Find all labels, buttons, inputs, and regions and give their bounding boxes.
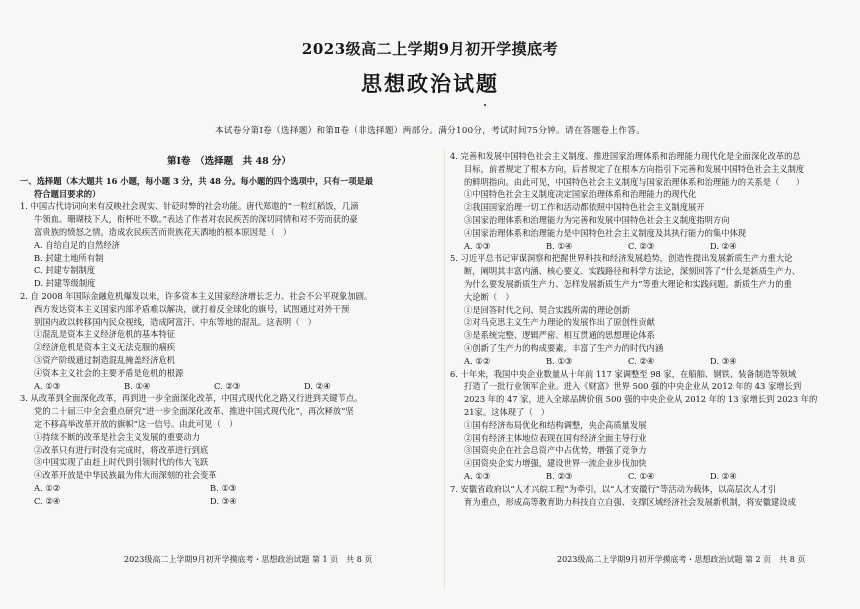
question-3 <box>20 392 438 507</box>
option-c: C. ②③ <box>214 380 241 391</box>
option-b: B. ①④ <box>546 240 573 251</box>
statement: ④国资央企实力增强，建设世界一流企业步伐加快 <box>464 458 647 469</box>
option-a: A. ①③ <box>464 240 491 251</box>
statement: ②经济危机是资本主义无法克服的痼疾 <box>34 342 176 353</box>
question-stem-line: 21家。这体现了（ ） <box>464 406 550 417</box>
section-title: 第Ⅰ卷 （选择题 共 48 分） <box>166 156 292 167</box>
exam-title-line1: 2023级高二上学期9月初开学摸底考 <box>301 40 559 58</box>
option-b: B. ①③ <box>210 482 237 493</box>
question-2 <box>20 290 438 392</box>
question-stem-line: 牛领血。珊瑚枝下人，衔杯吐不歇。”表达了作者对农民疾苦的深切同情和对不劳而获的豪 <box>34 214 358 225</box>
options-row <box>20 380 438 393</box>
options-row <box>450 355 850 368</box>
options-row <box>20 495 438 508</box>
question-7 <box>450 483 850 509</box>
question-stem-line: 的鲜明指向。由此可见，中国特色社会主义制度与国家治理体系和治理能力的关系是（ ） <box>464 176 805 187</box>
statement: ①混乱是资本主义经济危机的基本特征 <box>34 329 176 340</box>
statement: ①国有经济布局优化和结构调整，央企高质量发展 <box>464 419 647 430</box>
option-d: D. 封建等级制度 <box>34 278 96 289</box>
option-d: D. ②④ <box>710 240 737 251</box>
part-intro-line: 一、选择题（本大题共 16 小题，每小题 3 分，共 48 分。每小题的四个选项中，只有一项是最 <box>20 175 374 186</box>
statement: ①持续不断的改革是社会主义发展的重要动力 <box>34 431 200 442</box>
question-stem-line: 3. 从改革到全面深化改革，再到进一步全面深化改革，中国式现代化之路又行进到关键节点。 <box>20 393 363 404</box>
option-a: A. ①③ <box>464 470 491 481</box>
question-stem-line: 1. 中国古代诗词向来有反映社会现实、针砭时弊的社会功能。唐代郑遨的“一粒红稻饭，几滴 <box>20 201 359 212</box>
question-stem-line: 党的二十届三中全会重点研究“进一步全面深化改革、推进中国式现代化”，再次释放“坚 <box>34 406 354 417</box>
statement: ④国家治理体系和治理能力是中国特色社会主义制度及其执行能力的集中体现 <box>464 227 747 238</box>
option-d: D. ②④ <box>304 380 331 391</box>
option-b: B. ②③ <box>546 470 573 481</box>
question-stem-line: 育为重点，形成高等教育助力科技自立自强、支撑区域经济社会发展新机制，将安徽建设成 <box>464 496 796 507</box>
option-c: C. ②④ <box>628 355 655 366</box>
page-fold-line <box>444 150 445 590</box>
option-b: B. ①③ <box>546 355 573 366</box>
option-c: C. 封建专制制度 <box>34 265 96 276</box>
question-stem-line: 别国内政以转移国内民众视线，造成阿富汗、中东等地的混乱。这表明（ ） <box>34 316 317 327</box>
statement: ③是系统完整、逻辑严密、相互贯通的思想理论体系 <box>464 330 655 341</box>
question-stem-line: 目标，前者规定了根本方向，后者规定了在根本方向指引下完善和发展中国特色社会主义制度 <box>464 163 805 174</box>
statement: ②对马克思主义生产力理论的发展作出了原创性贡献 <box>464 317 655 328</box>
question-1 <box>20 200 438 290</box>
option-c: C. ②④ <box>34 495 61 506</box>
statement: ①是回答时代之问、契合实践所需的理论创新 <box>464 304 630 315</box>
statement: ④改革开放是中华民族最为伟大而深刻的社会变革 <box>34 470 217 481</box>
question-stem-line: 7. 安徽省政府以“人才兴皖工程”为牵引，以“人才安徽行”等活动为载体，以高层次人才引 <box>450 483 777 494</box>
page-footer-right: 2023级高二上学期9月初开学摸底考・思想政治试题 第 2 页 共 8 页 <box>557 555 806 564</box>
question-stem-line: 断，阐明其丰富内涵、核心要义、实践路径和科学方法论，深刻回答了“什么是新质生产力、 <box>464 266 801 277</box>
options-row <box>450 240 850 253</box>
question-stem-line: 为什么要发展新质生产力、怎样发展新质生产力”等重大理论和实践问题。新质生产力的重 <box>464 278 792 289</box>
question-stem-line: 6. 十年来，我国中央企业数量从十年前 117 家调整至 98 家，在船舶、钢铁、装备制造等领域 <box>450 368 797 379</box>
option-b: B. ①④ <box>124 380 151 391</box>
option-a: A. 自给自足的自然经济 <box>34 239 120 250</box>
option-d: D. ②④ <box>710 470 737 481</box>
question-stem-line: 4. 完善和发展中国特色社会主义制度、推进国家治理体系和治理能力现代化是全面深化改革的总 <box>450 151 801 161</box>
options-row <box>450 470 850 483</box>
option-b: B. 封建土地所有制 <box>34 252 104 263</box>
statement: ②改革只有进行时没有完成时，将改革进行到底 <box>34 444 209 455</box>
option-c: C. ②③ <box>628 240 655 251</box>
option-a: A. ①② <box>464 355 491 366</box>
option-a: A. ①③ <box>34 380 61 391</box>
question-stem-line: 2023 年的 47 家，进入全球品牌价值 500 强的中央企业从 2012 年的 13 家增长到 2023 年的 <box>464 394 818 405</box>
left-page-column <box>20 150 438 508</box>
question-stem-line: 2. 自 2008 年国际金融危机爆发以来，许多资本主义国家经济增长乏力、社会不公平现象加剧。 <box>20 290 373 301</box>
statement: ③国资央企在社会总资产中占优势，增强了竞争力 <box>464 445 647 456</box>
statement: ④创新了生产力的构成要素，丰富了生产力的时代内涵 <box>464 342 664 353</box>
statement: ③中国实现了由赶上时代到引领时代的伟大飞跃 <box>34 457 209 468</box>
option-d: D. ③④ <box>710 355 737 366</box>
exam-instructions: 本试卷分第Ⅰ卷（选择题）和第Ⅱ卷（非选择题）两部分。满分100分，考试时间75分钟。请在答题卷上作答。 <box>214 126 645 136</box>
statement: ②我国国家治理一切工作和活动都依照中国特色社会主义制度展开 <box>464 202 705 213</box>
statement: ③资产阶级通过制造混乱掩盖经济危机 <box>34 354 176 365</box>
statement: ①中国特色社会主义制度决定国家治理体系和治理能力的现代化 <box>464 189 697 200</box>
question-stem-line: 定不移高举改革开放的旗帜”这一信号。由此可见（ ） <box>34 418 238 429</box>
question-4 <box>450 150 850 252</box>
statement: ③国家治理体系和治理能力为完善和发展中国特色社会主义制度指明方向 <box>464 214 730 225</box>
ink-dot <box>484 104 486 106</box>
options-row <box>20 482 438 495</box>
part-intro-line: 符合题目要求的） <box>34 188 101 199</box>
option-a: A. ①② <box>34 482 61 493</box>
question-stem-line: 大论断（ ） <box>464 291 514 302</box>
exam-subject-title: 思想政治试题 <box>361 71 499 96</box>
statement: ②国有经济主体地位表现在国有经济全面主导行业 <box>464 432 647 443</box>
right-page-column <box>450 150 850 508</box>
question-stem-line: 西方发达资本主义国家内部矛盾难以解决，就打着反全球化的旗号，试图通过对外干预 <box>34 303 350 314</box>
option-d: D. ③④ <box>210 495 237 506</box>
question-stem-line: 富贵族的愤怒之情。造成农民疾苦而贵族花天酒地的根本原因是（ ） <box>34 226 292 237</box>
page-footer-left: 2023级高二上学期9月初开学摸底考・思想政治试题 第 1 页 共 8 页 <box>124 555 373 564</box>
question-stem-line: 5. 习近平总书记审谋洞察和把握世界科技和经济发展趋势，创造性提出发展新质生产力重大论 <box>450 253 793 264</box>
option-c: C. ①④ <box>628 470 655 481</box>
statement: ④资本主义社会的主要矛盾是危机的根源 <box>34 367 184 378</box>
question-stem-line: 打造了一批行业领军企业。进入《财富》世界 500 强的中央企业从 2012 年的 43 家增长到 <box>464 381 802 392</box>
question-5 <box>450 252 850 367</box>
question-6 <box>450 368 850 483</box>
